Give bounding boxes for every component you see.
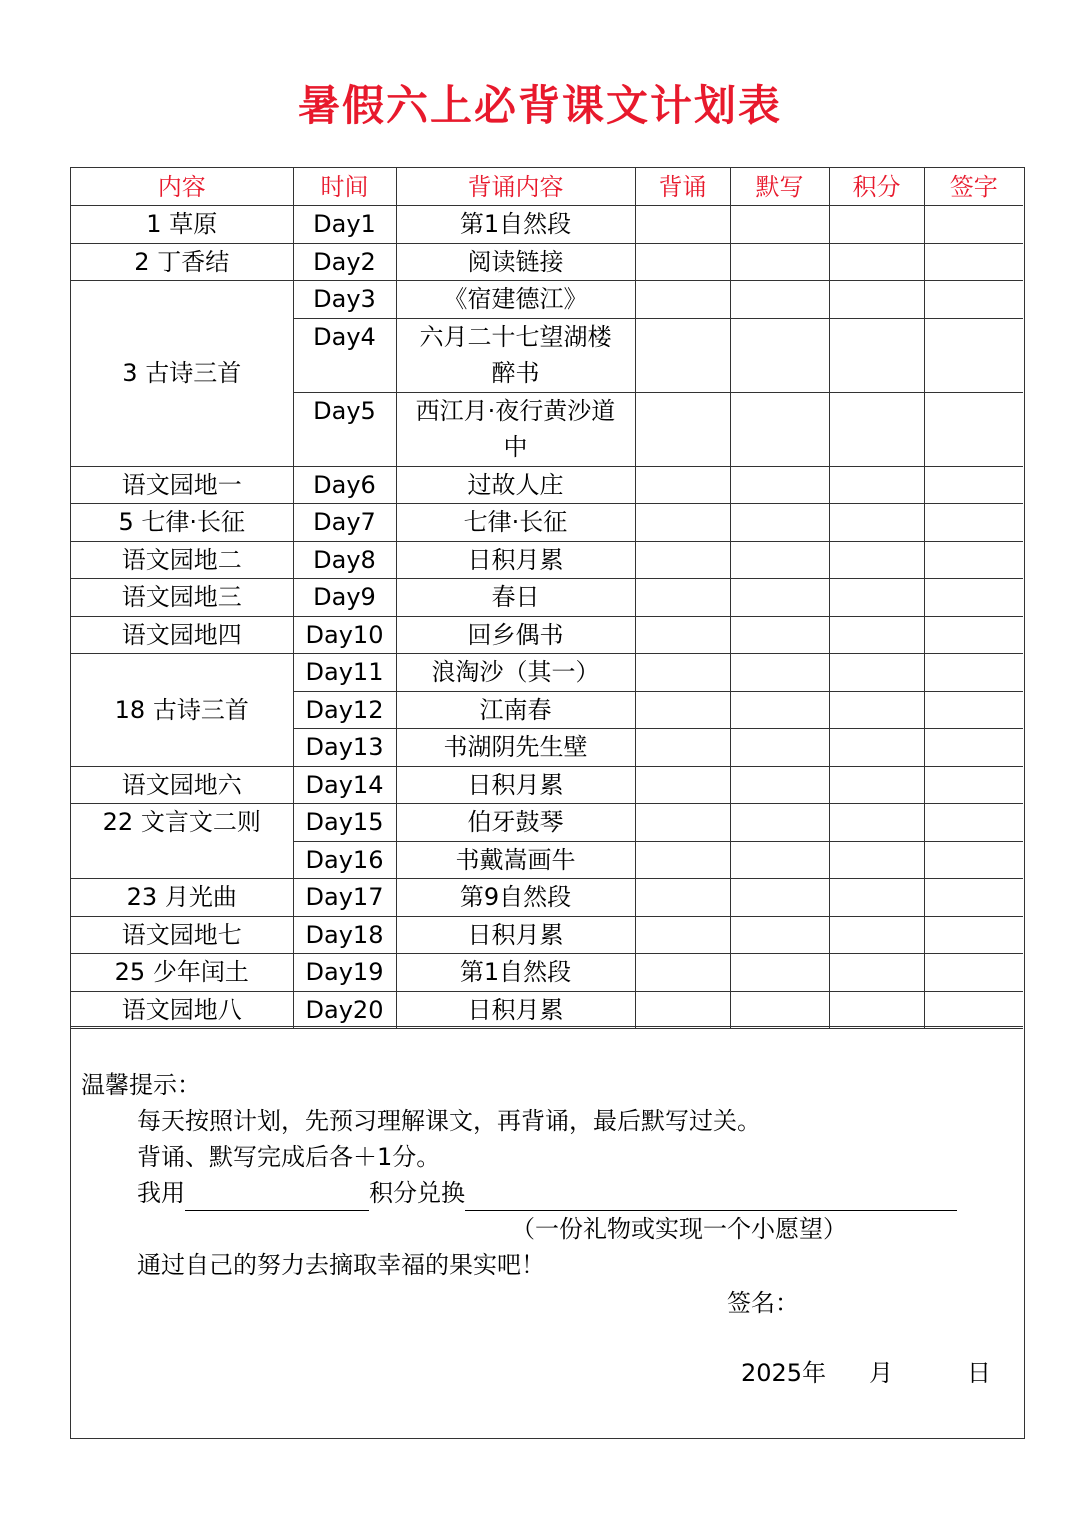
- dictation-cell[interactable]: [730, 392, 829, 466]
- tips-exchange-middle: 积分兑换: [369, 1179, 465, 1207]
- row-day: Day6: [293, 466, 396, 504]
- dictation-cell[interactable]: [730, 841, 829, 879]
- date-year: 2025年: [741, 1359, 827, 1387]
- row-day: Day19: [293, 954, 396, 992]
- tips-heading: 温馨提示：: [81, 1071, 201, 1099]
- row-day: Day9: [293, 579, 396, 617]
- signature-cell[interactable]: [924, 954, 1023, 992]
- points-cell[interactable]: [829, 879, 924, 917]
- signature-cell[interactable]: [924, 991, 1023, 1029]
- row-day: Day10: [293, 616, 396, 654]
- row-content: 语文园地二: [71, 541, 293, 579]
- tips-exchange-line: [137, 1175, 957, 1211]
- header-recite-content: 背诵内容: [396, 168, 635, 206]
- row-content: 1 草原: [71, 206, 293, 244]
- signature-cell[interactable]: [924, 841, 1023, 879]
- signature-cell[interactable]: [924, 504, 1023, 542]
- row-text: 六月二十七望湖楼醉书: [396, 318, 635, 392]
- row-text: 日积月累: [396, 766, 635, 804]
- row-text: 第1自然段: [396, 954, 635, 992]
- dictation-cell[interactable]: [730, 879, 829, 917]
- row-text: 书湖阴先生壁: [396, 729, 635, 767]
- header-content: 内容: [71, 168, 293, 206]
- dictation-cell[interactable]: [730, 318, 829, 392]
- row-text: 伯牙鼓琴: [396, 804, 635, 842]
- row-day: Day8: [293, 541, 396, 579]
- dictation-cell[interactable]: [730, 243, 829, 281]
- row-content: 5 七律·长征: [71, 504, 293, 542]
- signature-cell[interactable]: [924, 392, 1023, 466]
- header-points: 积分: [829, 168, 924, 206]
- signature-cell[interactable]: [924, 879, 1023, 917]
- date-day: 日: [967, 1359, 991, 1387]
- dictation-cell[interactable]: [730, 804, 829, 842]
- row-day: Day14: [293, 766, 396, 804]
- dictation-cell[interactable]: [730, 766, 829, 804]
- recite-cell[interactable]: [635, 466, 730, 504]
- row-content: 语文园地一: [71, 466, 293, 504]
- table-row: [71, 991, 1023, 1029]
- row-text: 书戴嵩画牛: [396, 841, 635, 879]
- row-content: 语文园地四: [71, 616, 293, 654]
- row-day: Day2: [293, 243, 396, 281]
- row-content: 2 丁香结: [71, 243, 293, 281]
- row-day: Day3: [293, 281, 396, 319]
- tips-line-2: 背诵、默写完成后各＋1分。: [137, 1143, 441, 1171]
- points-cell[interactable]: [829, 281, 924, 319]
- points-cell[interactable]: [829, 654, 924, 692]
- table-row: [71, 766, 1023, 804]
- dictation-cell[interactable]: [730, 691, 829, 729]
- recite-cell[interactable]: [635, 954, 730, 992]
- signature-cell[interactable]: [924, 206, 1023, 244]
- header-dictation: 默写: [730, 168, 829, 206]
- points-cell[interactable]: [829, 504, 924, 542]
- row-day: Day12: [293, 691, 396, 729]
- row-text: 日积月累: [396, 916, 635, 954]
- table-row: [71, 804, 1023, 842]
- signature-cell[interactable]: [924, 466, 1023, 504]
- dictation-cell[interactable]: [730, 504, 829, 542]
- row-day: Day17: [293, 879, 396, 917]
- row-content: 语文园地七: [71, 916, 293, 954]
- dictation-cell[interactable]: [730, 654, 829, 692]
- table-row: [71, 243, 1023, 281]
- row-text: 第9自然段: [396, 879, 635, 917]
- row-text: 过故人庄: [396, 466, 635, 504]
- signature-cell[interactable]: [924, 766, 1023, 804]
- dictation-cell[interactable]: [730, 206, 829, 244]
- row-day: Day20: [293, 991, 396, 1029]
- row-day: Day7: [293, 504, 396, 542]
- table-row: [71, 879, 1023, 917]
- row-text: 七律·长征: [396, 504, 635, 542]
- tips-line-4: （一份礼物或实现一个小愿望）: [511, 1215, 847, 1243]
- row-day: Day15: [293, 804, 396, 842]
- table-row: [71, 916, 1023, 954]
- recite-cell[interactable]: [635, 916, 730, 954]
- reward-blank[interactable]: [465, 1180, 957, 1211]
- points-cell[interactable]: [829, 318, 924, 392]
- page-title: 暑假六上必背课文计划表: [297, 81, 782, 130]
- date-month: 月: [869, 1359, 893, 1387]
- tips-line-5: 通过自己的努力去摘取幸福的果实吧！: [137, 1251, 545, 1279]
- row-content: 语文园地三: [71, 579, 293, 617]
- dictation-cell[interactable]: [730, 954, 829, 992]
- points-cell[interactable]: [829, 541, 924, 579]
- row-day: Day18: [293, 916, 396, 954]
- row-content: 3 古诗三首: [71, 281, 293, 467]
- signature-cell[interactable]: [924, 729, 1023, 767]
- points-cell[interactable]: [829, 991, 924, 1029]
- recite-cell[interactable]: [635, 729, 730, 767]
- row-day: Day1: [293, 206, 396, 244]
- recite-cell[interactable]: [635, 206, 730, 244]
- signature-cell[interactable]: [924, 281, 1023, 319]
- row-content: 25 少年闰土: [71, 954, 293, 992]
- points-cell[interactable]: [829, 243, 924, 281]
- tips-section: [71, 1026, 1023, 1437]
- signature-cell[interactable]: [924, 804, 1023, 842]
- plan-table: [71, 168, 1023, 1029]
- points-cell[interactable]: [829, 804, 924, 842]
- recite-cell[interactable]: [635, 879, 730, 917]
- dictation-cell[interactable]: [730, 281, 829, 319]
- table-row: [71, 954, 1023, 992]
- signature-cell[interactable]: [924, 243, 1023, 281]
- row-content: 23 月光曲: [71, 879, 293, 917]
- table-row: [71, 206, 1023, 244]
- points-cell[interactable]: [829, 954, 924, 992]
- row-text: 阅读链接: [396, 243, 635, 281]
- recite-cell[interactable]: [635, 804, 730, 842]
- points-cell[interactable]: [829, 579, 924, 617]
- points-cell[interactable]: [829, 729, 924, 767]
- signature-cell[interactable]: [924, 916, 1023, 954]
- dictation-cell[interactable]: [730, 579, 829, 617]
- tips-exchange-prefix: 我用: [137, 1179, 185, 1207]
- row-text: 春日: [396, 579, 635, 617]
- dictation-cell[interactable]: [730, 916, 829, 954]
- signature-cell[interactable]: [924, 579, 1023, 617]
- recite-cell[interactable]: [635, 281, 730, 319]
- row-content: 22 文言文二则: [71, 804, 293, 879]
- header-signature: 签字: [924, 168, 1023, 206]
- dictation-cell[interactable]: [730, 616, 829, 654]
- row-text: 回乡偶书: [396, 616, 635, 654]
- row-day: Day4: [293, 318, 396, 392]
- row-content: 语文园地八: [71, 991, 293, 1029]
- recite-cell[interactable]: [635, 318, 730, 392]
- row-content: 18 古诗三首: [71, 654, 293, 767]
- dictation-cell[interactable]: [730, 991, 829, 1029]
- signature-cell[interactable]: [924, 691, 1023, 729]
- recite-cell[interactable]: [635, 541, 730, 579]
- points-cell[interactable]: [829, 392, 924, 466]
- recite-cell[interactable]: [635, 616, 730, 654]
- recite-cell[interactable]: [635, 579, 730, 617]
- row-text: 江南春: [396, 691, 635, 729]
- row-text: 西江月·夜行黄沙道中: [396, 392, 635, 466]
- recite-cell[interactable]: [635, 243, 730, 281]
- recite-cell[interactable]: [635, 766, 730, 804]
- points-cell[interactable]: [829, 916, 924, 954]
- dictation-cell[interactable]: [730, 541, 829, 579]
- row-content: 语文园地六: [71, 766, 293, 804]
- table-row: [71, 579, 1023, 617]
- table-header-row: [71, 168, 1023, 206]
- row-day: Day5: [293, 392, 396, 466]
- row-day: Day11: [293, 654, 396, 692]
- points-cell[interactable]: [829, 206, 924, 244]
- table-row: [71, 616, 1023, 654]
- row-day: Day13: [293, 729, 396, 767]
- row-text: 日积月累: [396, 991, 635, 1029]
- points-blank[interactable]: [185, 1180, 369, 1211]
- signature-cell[interactable]: [924, 318, 1023, 392]
- row-text: 《宿建德江》: [396, 281, 635, 319]
- points-cell[interactable]: [829, 691, 924, 729]
- points-cell[interactable]: [829, 466, 924, 504]
- points-cell[interactable]: [829, 616, 924, 654]
- recite-cell[interactable]: [635, 991, 730, 1029]
- row-text: 浪淘沙（其一）: [396, 654, 635, 692]
- row-text: 日积月累: [396, 541, 635, 579]
- points-cell[interactable]: [829, 766, 924, 804]
- signature-cell[interactable]: [924, 616, 1023, 654]
- table-row: [71, 541, 1023, 579]
- tips-line-1: 每天按照计划，先预习理解课文，再背诵，最后默写过关。: [137, 1107, 761, 1135]
- signature-cell[interactable]: [924, 654, 1023, 692]
- recite-cell[interactable]: [635, 654, 730, 692]
- row-day: Day16: [293, 841, 396, 879]
- recite-cell[interactable]: [635, 392, 730, 466]
- dictation-cell[interactable]: [730, 729, 829, 767]
- header-recite: 背诵: [635, 168, 730, 206]
- plan-sheet: [70, 167, 1025, 1439]
- points-cell[interactable]: [829, 841, 924, 879]
- recite-cell[interactable]: [635, 691, 730, 729]
- row-text: 第1自然段: [396, 206, 635, 244]
- table-row: [71, 281, 1023, 319]
- signature-label: 签名：: [727, 1289, 799, 1317]
- table-row: [71, 654, 1023, 692]
- header-time: 时间: [293, 168, 396, 206]
- table-row: [71, 504, 1023, 542]
- table-row: [71, 466, 1023, 504]
- dictation-cell[interactable]: [730, 466, 829, 504]
- signature-cell[interactable]: [924, 541, 1023, 579]
- recite-cell[interactable]: [635, 504, 730, 542]
- recite-cell[interactable]: [635, 841, 730, 879]
